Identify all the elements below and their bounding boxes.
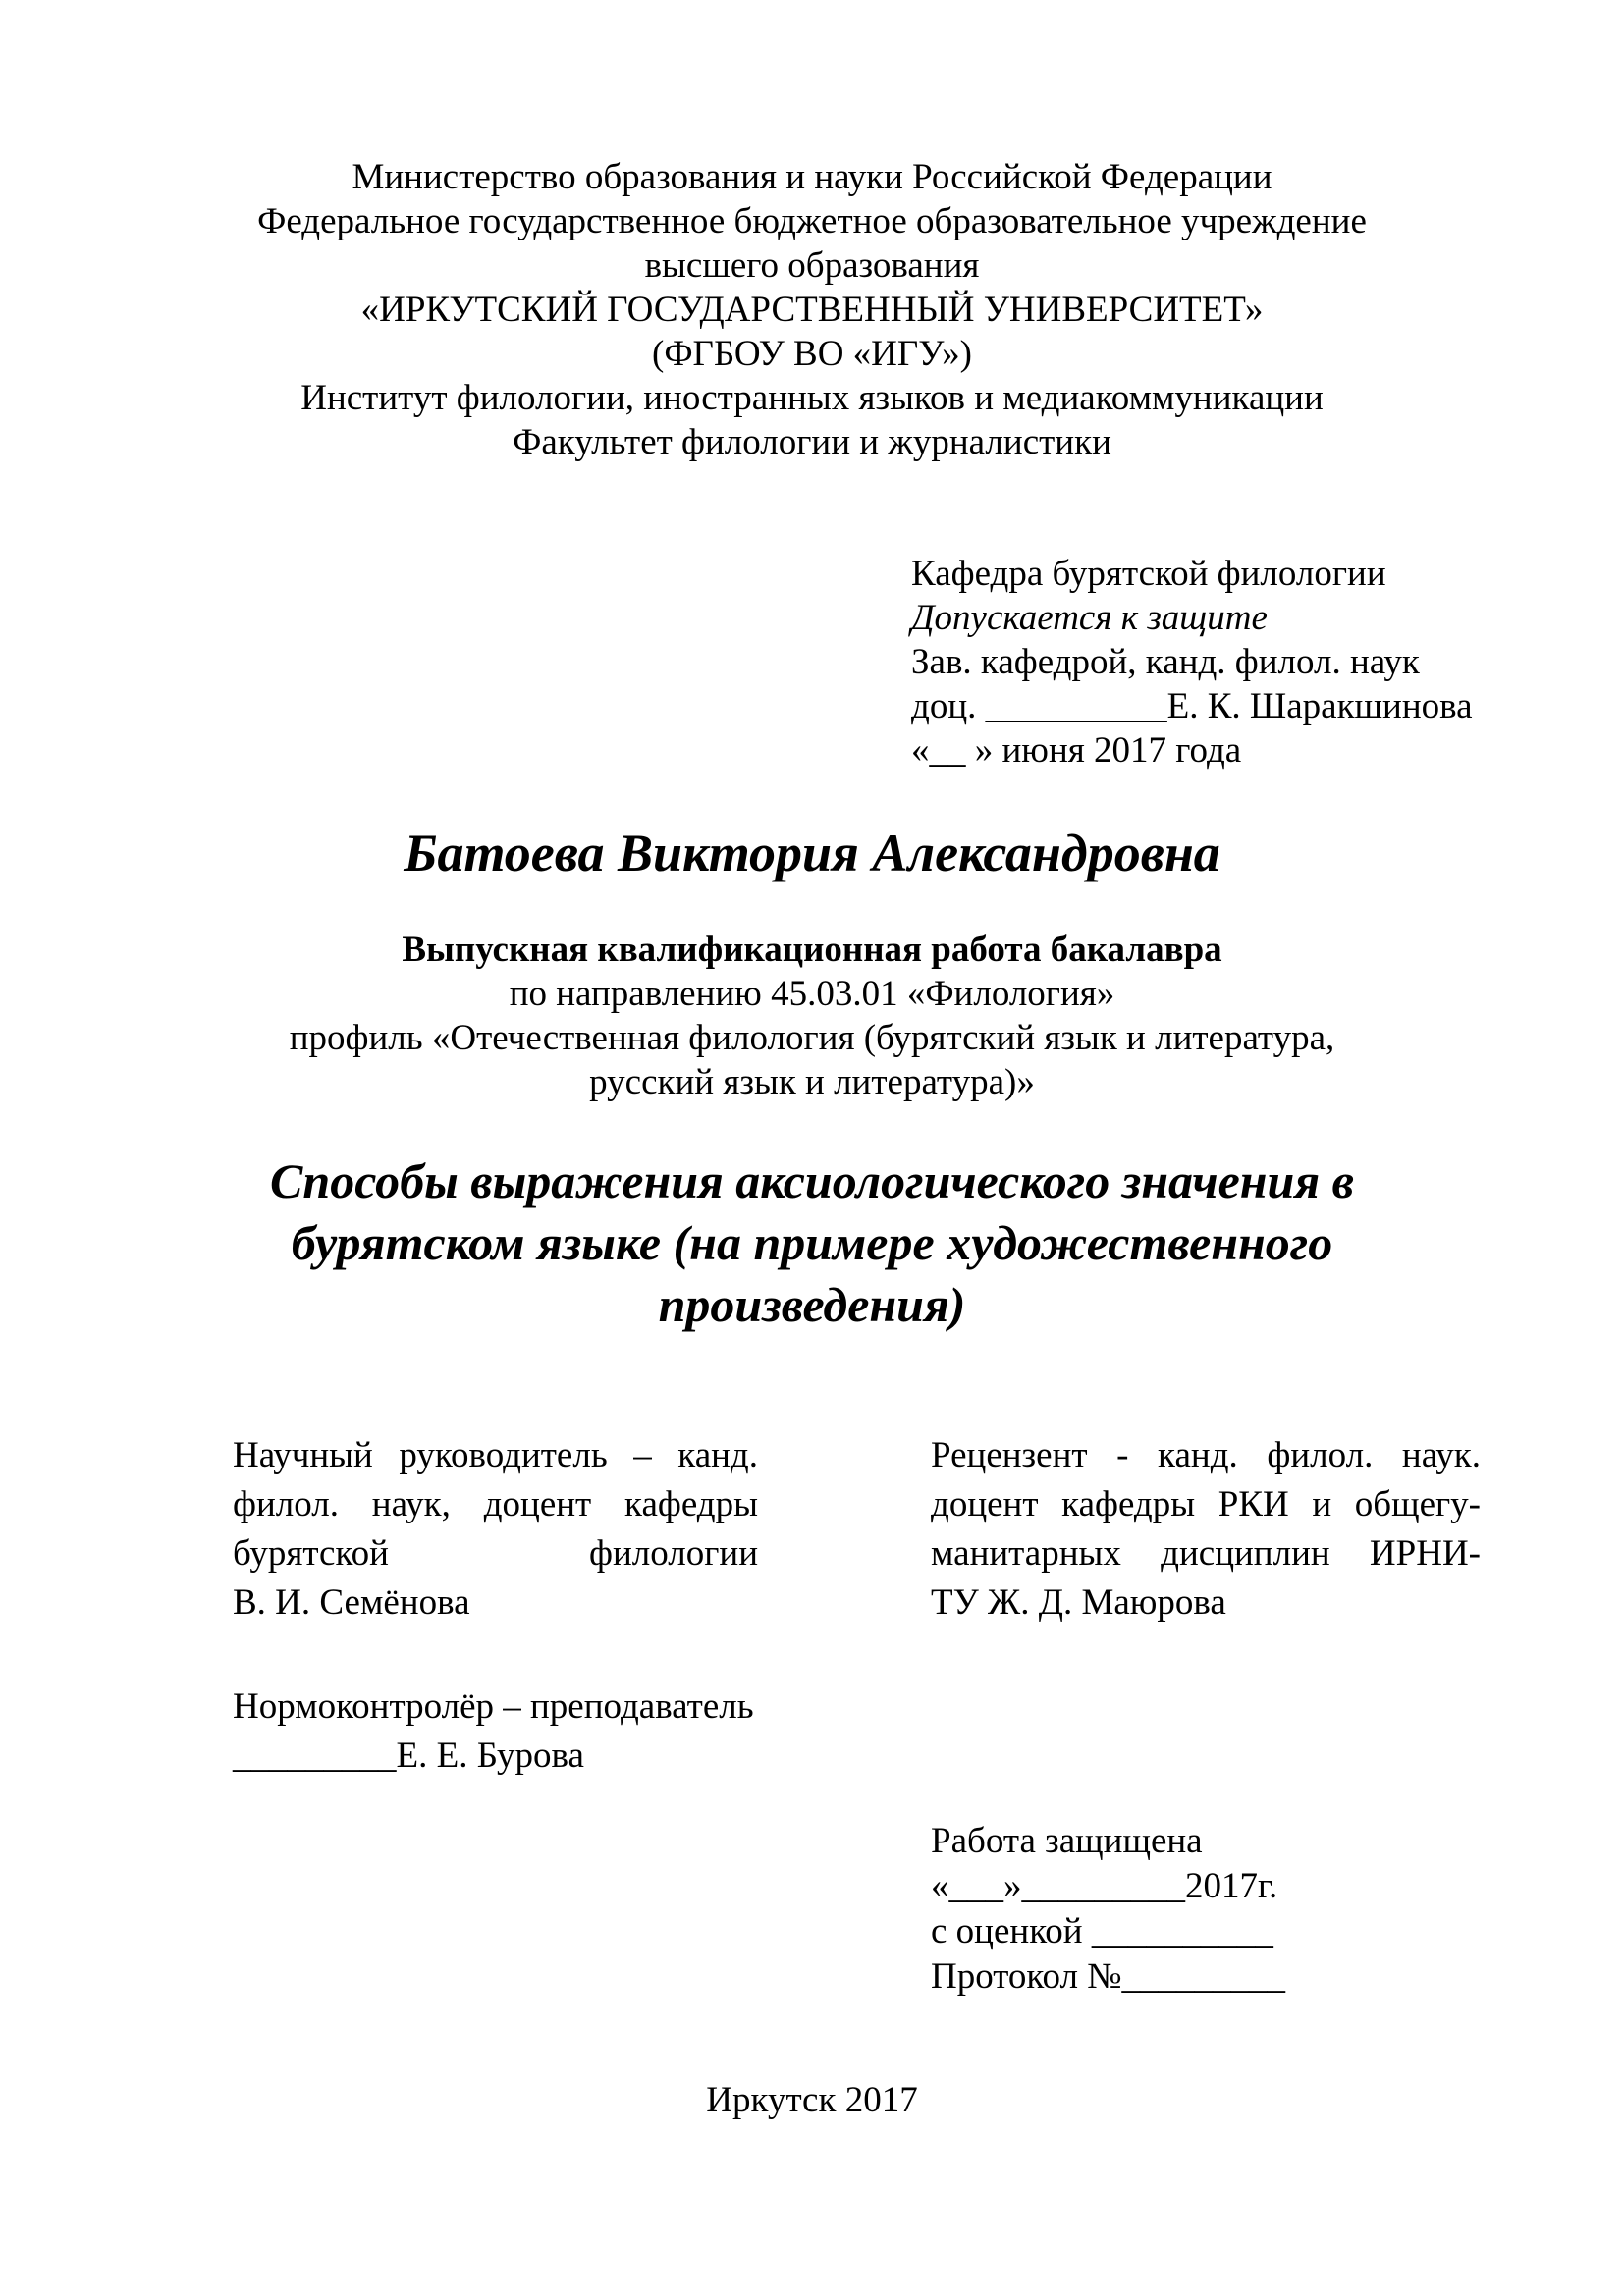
supervisor-line3: бурятской филологии: [233, 1533, 758, 1574]
defense-grade-line: с оценкой __________: [931, 1911, 1273, 1951]
thesis-title-line1: Способы выражения аксиологического значения в: [270, 1153, 1354, 1208]
reviewer-name: ТУ Ж. Д. Маюрова: [931, 1582, 1226, 1623]
admission-note: Допускается к защите: [911, 598, 1268, 638]
defense-status: Работа защищена: [931, 1821, 1203, 1861]
ministry-line: Министерство образования и науки Российской Федерации: [352, 157, 1272, 197]
defense-block: [931, 1819, 1285, 2000]
institute-name: Институт филологии, иностранных языков и медиакоммуникации: [300, 378, 1324, 418]
work-description: [0, 928, 1624, 1104]
thesis-title: [0, 1150, 1624, 1336]
university-abbreviation: (ФГБОУ ВО «ИГУ»): [652, 334, 972, 374]
head-signature-line: доц. __________Е. К. Шаракшинова: [911, 686, 1473, 726]
approval-date: «__ » июня 2017 года: [911, 730, 1242, 771]
work-profile-line2: русский язык и литература)»: [589, 1062, 1035, 1102]
department-head-title: Зав. кафедрой, канд. филол. наук: [911, 642, 1420, 682]
department-name: Кафедра бурятской филологии: [911, 554, 1386, 594]
normocontrol-signature-line: _________Е. Е. Бурова: [233, 1735, 584, 1776]
thesis-title-line2: бурятском языке (на примере художественного: [291, 1215, 1333, 1270]
university-name: «ИРКУТСКИЙ ГОСУДАРСТВЕННЫЙ УНИВЕРСИТЕТ»: [360, 290, 1264, 330]
supervisor-line1: Научный руководитель – канд.: [233, 1435, 758, 1475]
defense-protocol-line: Протокол №_________: [931, 1956, 1286, 1997]
normocontrol-title: Нормоконтролёр – преподаватель: [233, 1686, 754, 1727]
faculty-name: Факультет филологии и журналистики: [513, 422, 1111, 462]
author-name: Батоева Виктория Александровна: [404, 824, 1220, 882]
supervisor-line2: филол. наук, доцент кафедры: [233, 1484, 758, 1524]
supervisor-name: В. И. Семёнова: [233, 1582, 470, 1623]
defense-date-line: «___»_________2017г.: [931, 1866, 1278, 1906]
thesis-title-line3: произведения): [658, 1277, 966, 1332]
reviewer-line1: Рецензент - канд. филол. наук.: [931, 1435, 1481, 1475]
normocontrol-block: [233, 1682, 754, 1781]
reviewer-block: [931, 1431, 1481, 1628]
work-profile-line1: профиль «Отечественная филология (бурятский язык и литература,: [289, 1018, 1335, 1058]
work-direction: по направлению 45.03.01 «Филология»: [509, 974, 1115, 1014]
work-type: Выпускная квалификационная работа бакалавра: [402, 930, 1222, 970]
approval-block: [911, 552, 1473, 773]
reviewer-line2: доцент кафедры РКИ и общегу-: [931, 1484, 1481, 1524]
reviewer-line3: манитарных дисциплин ИРНИ-: [931, 1533, 1481, 1574]
institution-type-line: Федеральное государственное бюджетное образовательное учреждение: [257, 201, 1367, 241]
education-level-line: высшего образования: [644, 245, 980, 286]
supervisor-block: [233, 1431, 758, 1628]
institution-header: [0, 155, 1624, 464]
city-year: Иркутск 2017: [706, 2080, 918, 2120]
